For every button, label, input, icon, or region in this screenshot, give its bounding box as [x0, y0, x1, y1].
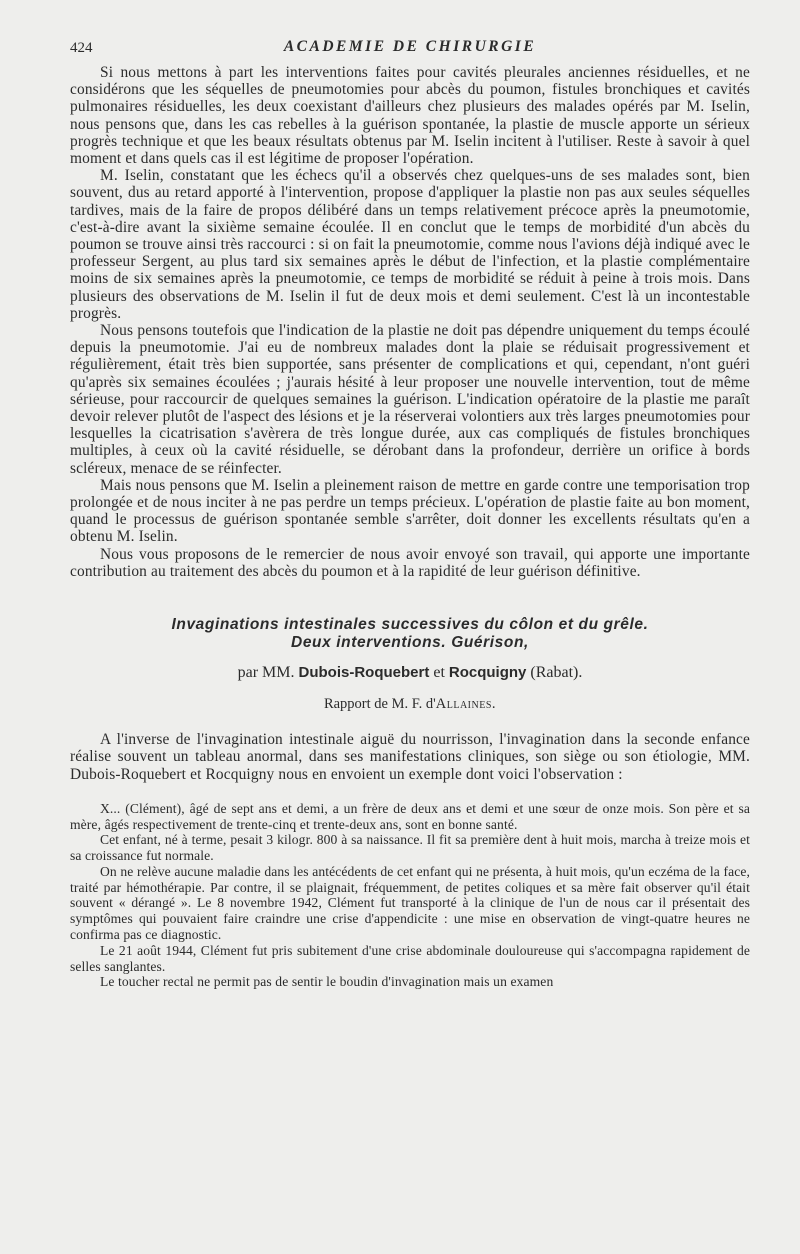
report-paragraph: Nous vous proposons de le remercier de nous avoir envoyé son travail, qui apporte une importante contribution au traitement des abcès du poumon et à la rapidité de leur guérison définitive. — [70, 545, 750, 580]
report-paragraph: Nous pensons toutefois que l'indication de la plastie ne doit pas dépendre uniquement du temps écoulé depuis la pneumotomie. J'ai eu de nombreux malades dont la plaie se réduisait progressivement et régulièrement, était très bien supportée, sans présenter de complications et qui, cependant, n'ont guéri qu'après six semaines écoulées ; j'aurais hésité à leur proposer une nouvelle intervention, tout de même sérieuse, pour raccourcir de quelques semaines la guérison. L'indication opératoire de la plastie me paraît devoir relever plutôt de l'aspect des lésions et je la réserverai volontiers aux très larges pneumotomies pour lesquelles la cicatrisation s'avèrera de très longue durée, aux cas compliqués de fistules bronchiques multiples, à ceux où la cavité résiduelle, se dérobant dans la profondeur, derrière un orifice à bords scléreux, menace de se réinfecter. — [70, 322, 750, 477]
observation-paragraph: Le toucher rectal ne permit pas de sentir le boudin d'invagination mais un examen — [100, 974, 554, 990]
intro-paragraph: A l'inverse de l'invagination intestinale aiguë du nourrisson, l'invagination dans la seconde enfance réalise souvent un tableau anormal, dans ses manifestations cliniques, son siège ou son étiologie, MM. Dubois-Roquebert et Rocquigny nous en envoient un exemple dont voici l'observation : — [70, 731, 750, 783]
report-paragraph: M. Iselin, constatant que les échecs qu'il a observés chez quelques-uns de ses malades sont, bien souvent, dus au retard apporté à l'intervention, propose d'appliquer la plastie non pas aux seules séquelles tardives, mais de la faire de propos délibéré dans un temps relativement précoce après la pneumotomie, c'est-à-dire avant la sixième semaine écoulée. Il en conclut que le temps de morbidité d'un abcès du poumon se trouve ainsi très raccourci : si on fait la pneumotomie, comme nous l'avions déjà indiqué avec le professeur Sergent, au plus tard six semaines après le début de l'infection, et la plastie complémentaire moins de six semaines après la pneumotomie, ce temps de morbidité se réduit à peine à trois mois. Dans plusieurs des observations de M. Iselin il fut de deux mois et demi seulement. C'est là un incontestable progrès. — [70, 167, 750, 322]
report-prefix: Rapport de M. F. d' — [323, 696, 436, 713]
byline-conjunction: et — [433, 664, 445, 682]
observation-paragraph: On ne relève aucune maladie dans les antécédents de cet enfant qui ne présenta, à huit mois, qu'un eczéma de la face, traité par hémothérapie. Par contre, il se plaignait, fréquemment, de petites coliques et sa mère fait observer qu'il était souvent « dérangé ». Le 8 novembre 1942, Clément fut transporté à la clinique de l'un de nous car il présentait des symptômes qui pouvaient faire craindre une crise d'appendicite : une mise en observation de vingt-quatre heures ne confirma pas ce diagnostic. — [70, 863, 750, 943]
author-name: Dubois-Roquebert — [298, 664, 430, 682]
report-paragraph: Si nous mettons à part les interventions faites pour cavités pleurales anciennes résiduelles, et ne considérons que les séquelles de pneumotomies pour abcès du poumon, fistules bronchiques et cavités pulmonaires résiduelles, les deux coexistant d'ailleurs chez plusieurs des malades opérés par M. Iselin, nous pensons que, dans les cas rebelles à la guérison spontanée, la plastie de muscle apporte un sérieux progrès technique et que les beaux résultats obtenus par M. Iselin incitent à l'utiliser. Reste à savoir à quel moment et dans quels cas il est légitime de proposer l'opération. — [70, 64, 750, 168]
observation-paragraph: X... (Clément), âgé de sept ans et demi, a un frère de deux ans et demi et une sœur de onze mois. Son père et sa mère, âgés respectivement de trente-cinq et trente-deux ans, sont en bonne santé. — [70, 800, 750, 832]
author-name: Rocquigny — [448, 664, 527, 682]
case-observation — [70, 801, 750, 991]
report-paragraph: Mais nous pensons que M. Iselin a pleinement raison de mettre en garde contre une temporisation trop prolongée et de nous inciter à ne pas perdre un temps précieux. L'opération de plastie faite au bon moment, quand le processus de guérison spontanée semble s'arrêter, doit donner les excellents résultats qu'en a obtenu M. Iselin. — [70, 476, 750, 546]
article-title — [70, 616, 750, 652]
article-title-line: Invaginations intestinales successives du côlon et du grêle. — [171, 616, 649, 634]
reporter-name: Allaines. — [435, 696, 497, 713]
running-head — [70, 38, 750, 64]
journal-title: ACADEMIE DE CHIRURGIE — [283, 38, 537, 55]
byline-location: (Rabat). — [530, 664, 583, 682]
report-body — [70, 64, 750, 580]
page-number: 424 — [70, 40, 93, 56]
report-attribution — [70, 696, 750, 713]
observation-paragraph: Cet enfant, né à terme, pesait 3 kilogr. 800 à sa naissance. Il fit sa première dent à huit mois, marcha à treize mois et sa croissance fut normale. — [70, 832, 750, 864]
byline-prefix: par MM. — [237, 664, 295, 682]
observation-paragraph: Le 21 août 1944, Clément fut pris subitement d'une crise abdominale douloureuse qui s'accompagna rapidement de selles sanglantes. — [70, 942, 750, 974]
byline — [70, 664, 750, 682]
article-title-line: Deux interventions. Guérison, — [291, 634, 529, 652]
article-intro — [70, 731, 750, 783]
